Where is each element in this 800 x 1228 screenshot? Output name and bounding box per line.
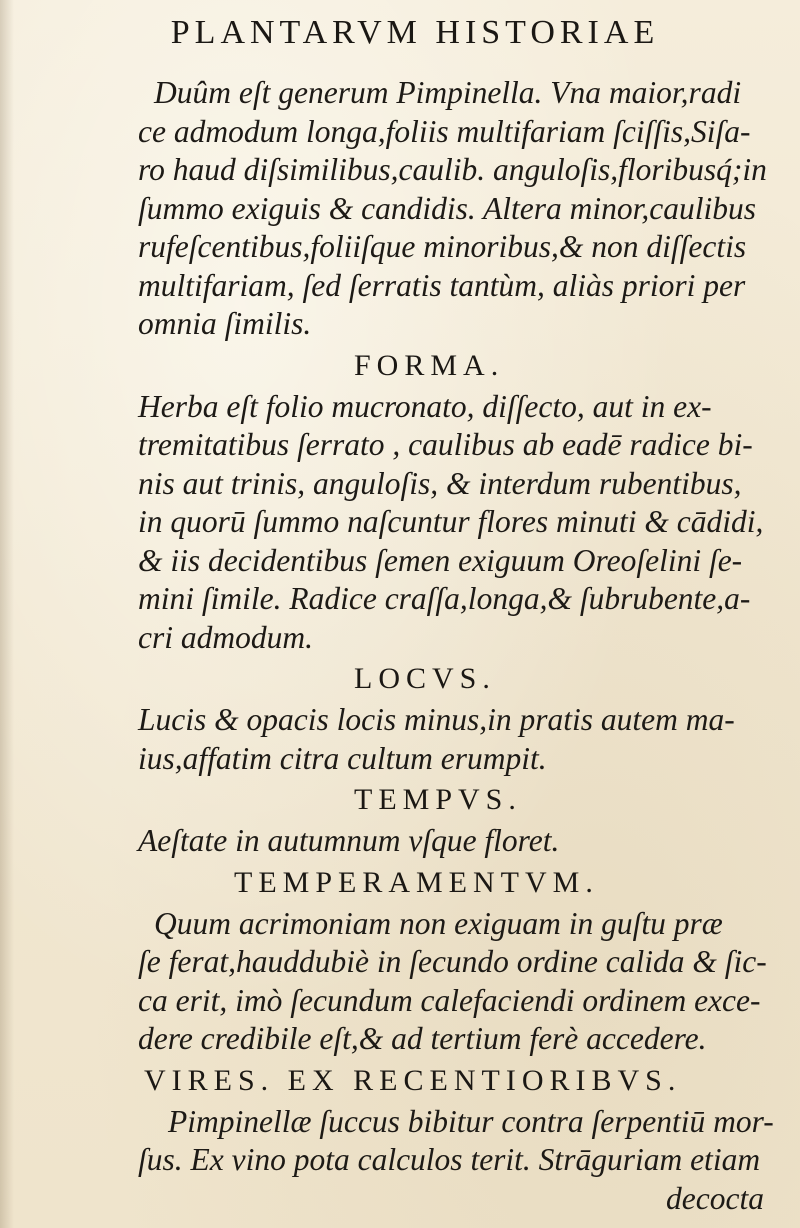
text-line: nis aut trinis, anguloſis, & interdum rubentibus, (138, 465, 742, 501)
text-line: ſe ferat,hauddubiè in ſecundo ordine calida & ſic- (138, 944, 767, 979)
text-line: ius,affatim citra cultum erumpit. (138, 740, 547, 776)
body-text (138, 74, 778, 1218)
page-gutter-shadow (0, 0, 14, 1228)
section-heading: FORMA. (354, 348, 505, 382)
text-line: multifariam, ſed ſerratis tantùm, aliàs priori per (138, 267, 746, 303)
text-line: decocta (666, 1180, 764, 1216)
section-heading: VIRES. EX RECENTIORIBVS. (144, 1063, 682, 1097)
text-line: Lucis & opacis locis minus,in pratis autem ma- (138, 702, 735, 737)
section-heading: TEMPVS. (354, 783, 522, 816)
text-line: Herba eſt folio mucronato, diſſecto, aut in ex- (138, 388, 712, 424)
text-line: omnia ſimilis. (138, 306, 312, 341)
section-heading: LOCVS. (354, 662, 496, 695)
running-head: PLANTARVM HISTORIAE (170, 14, 660, 51)
text-line: ro haud diſsimilibus,caulib. anguloſis,floribusq́;in (138, 152, 767, 187)
text-line: Aeſtate in autumnum vſque floret. (138, 823, 560, 858)
text-line: tremitatibus ſerrato , caulibus ab eadē radice bi- (138, 427, 753, 462)
text-line: Quum acrimoniam non exiguam in guſtu præ (154, 905, 723, 941)
text-line: Duûm eſt generum Pimpinella. Vna maior,radi (154, 75, 742, 110)
text-line: & iis decidentibus ſemen exiguum Oreoſelini ſe- (138, 542, 743, 578)
text-line: cri admodum. (138, 619, 313, 655)
text-line: mini ſimile. Radice craſſa,longa,& ſubrubente,a- (138, 581, 751, 616)
text-line: Pimpinellæ ſuccus bibitur contra ſerpentiū mor- (168, 1103, 774, 1139)
text-line: in quorū ſummo naſcuntur flores minuti & cādidi, (138, 504, 764, 539)
text-line: dere credibile eſt,& ad tertium ferè accedere. (138, 1021, 707, 1056)
section-heading: TEMPERAMENTVM. (234, 865, 599, 899)
text-line: ce admodum longa,foliis multifariam ſciſſis,Siſa- (138, 113, 751, 149)
text-line: rufeſcentibus,foliiſque minoribus,& non diſſectis (138, 229, 747, 264)
text-line: ſummo exiguis & candidis. Altera minor,caulibus (138, 190, 757, 226)
text-line: ſus. Ex vino pota calculos terit. Strāguriam etiam (138, 1142, 761, 1177)
text-line: ca erit, imò ſecundum calefaciendi ordinem exce- (138, 982, 761, 1018)
